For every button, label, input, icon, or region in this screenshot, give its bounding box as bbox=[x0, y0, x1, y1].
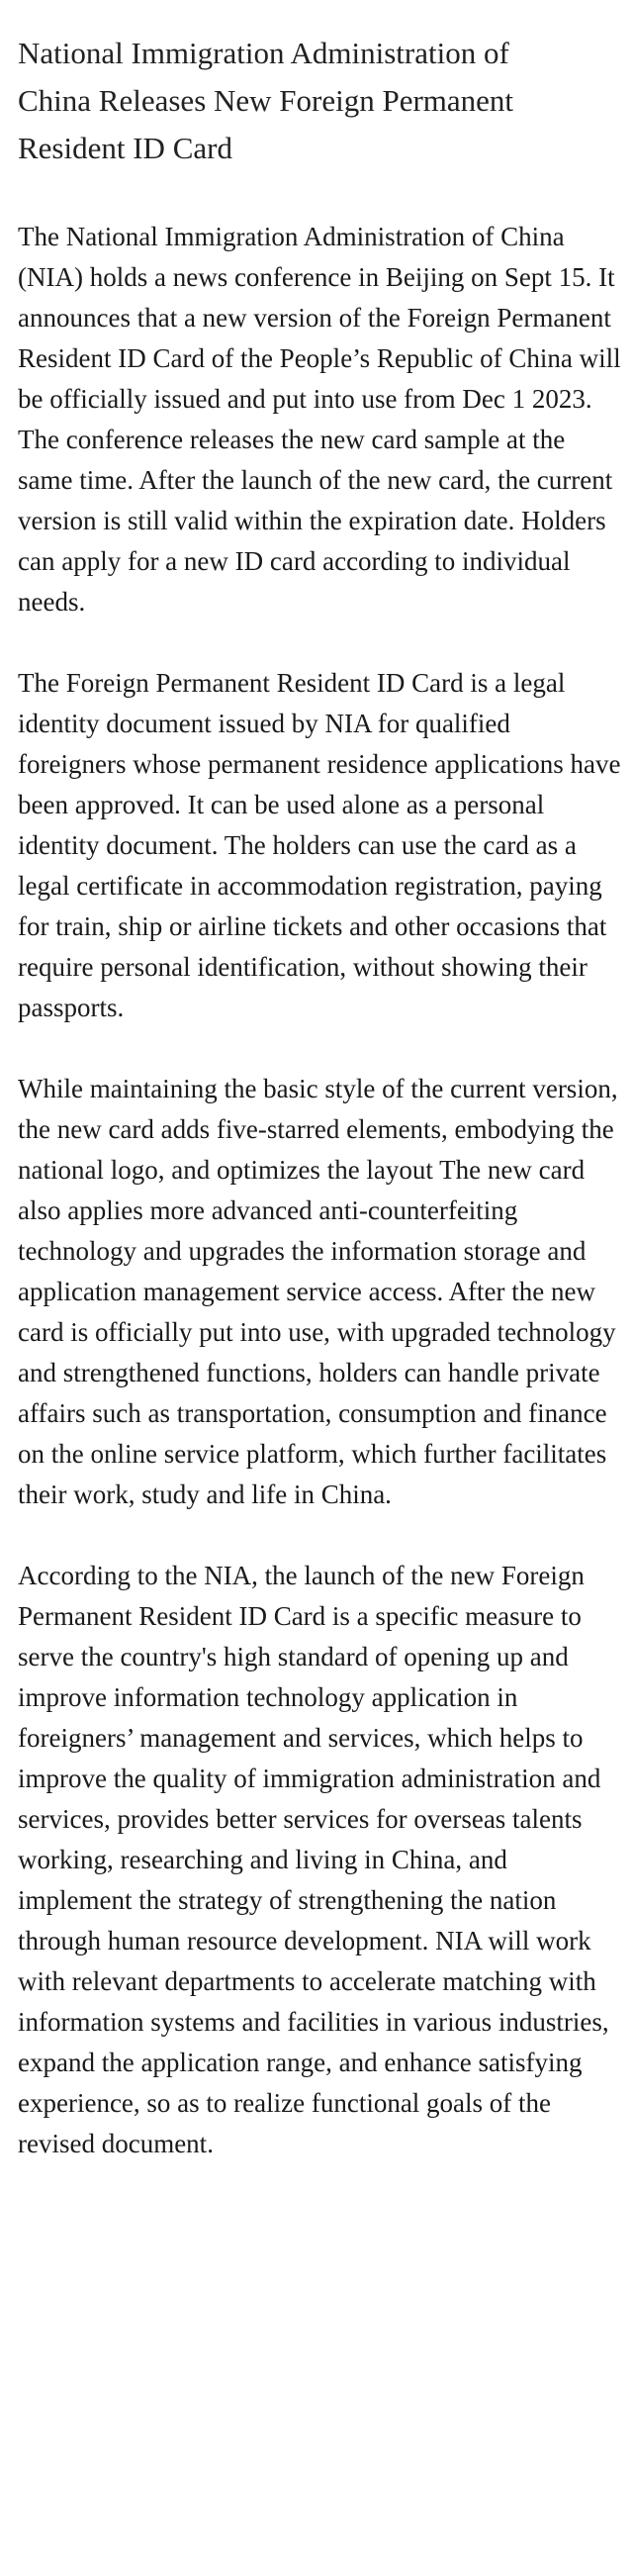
article-paragraph-1: The National Immigration Administration of China (NIA) holds a news conference in Beijing on Sept 15. It announces that a new version of the Foreign Permanent Resident ID Card of the People’s Republic of China will be officially issued and put into use from Dec 1 2023. The conference releases the new card sample at the same time. After the launch of the new card, the current version is still valid within the expiration date. Holders can apply for a new ID card according to individual needs. bbox=[18, 222, 621, 617]
article-paragraph-4: According to the NIA, the launch of the new Foreign Permanent Resident ID Card is a specific measure to serve the country's high standard of opening up and improve information technology application in foreigners’ management and services, which helps to improve the quality of immigration administration and services, provides better services for overseas talents working, researching and living in China, and implement the strategy of strengthening the nation through human resource development. NIA will work with relevant departments to accelerate matching with information systems and facilities in various industries, expand the application range, and enhance satisfying experience, so as to realize functional goals of the revised document. bbox=[18, 1561, 609, 2158]
article-title: National Immigration Administration of China Releases New Foreign Permanent Resident ID Card bbox=[18, 36, 514, 165]
article-paragraph-2: The Foreign Permanent Resident ID Card is a legal identity document issued by NIA for qualified foreigners whose permanent residence applications have been approved. It can be used alone as a personal identity document. The holders can use the card as a legal certificate in accommodation registration, paying for train, ship or airline tickets and other occasions that require personal identification, without showing their passports. bbox=[18, 668, 621, 1022]
article-paragraph-3: While maintaining the basic style of the current version, the new card adds five-starred elements, embodying the national logo, and optimizes the layout The new card also applies more advanced anti-counterfeiting technology and upgrades the information storage and application management service access. After the new card is officially put into use, with upgraded technology and strengthened functions, holders can handle private affairs such as transportation, consumption and finance on the online service platform, which further facilitates their work, study and life in China. bbox=[18, 1074, 618, 1509]
article bbox=[18, 30, 623, 2164]
